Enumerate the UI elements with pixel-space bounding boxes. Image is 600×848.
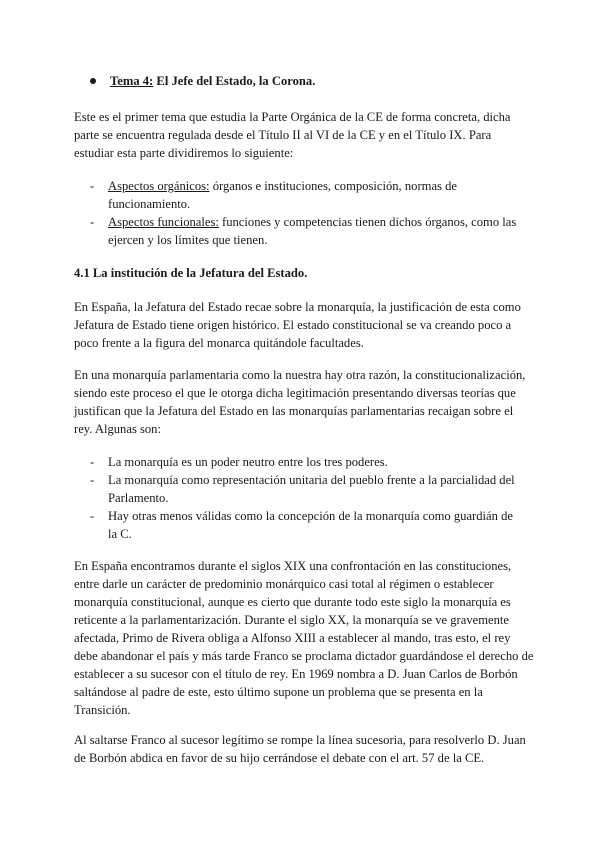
paragraph-1: En España, la Jefatura del Estado recae sobre la monarquía, la justificación de esta como Jefatura de Estado tiene origen histórico. El estado constitucional se va creando poco a poco frente a la figura del monarca quitándole facultades. bbox=[74, 300, 521, 350]
list-item bbox=[90, 507, 520, 543]
topic-label: Tema 4: bbox=[110, 74, 154, 88]
topic-text: El Jefe del Estado, la Corona. bbox=[153, 74, 316, 88]
intro-paragraph: Este es el primer tema que estudia la Parte Orgánica de la CE de forma concreta, dicha parte se encuentra regulada desde el Título II al VI de la CE y en el Título IX. Para estudiar esta parte dividiremos lo siguiente: bbox=[74, 110, 511, 160]
paragraph-2: En una monarquía parlamentaria como la nuestra hay otra razón, la constitucionalización, siendo este proceso el que le otorga dicha legitimación presentando diversas teorías que justifican que la Jefatura del Estado en las monarquías parlamentarias recaigan sobre el rey. Algunas son: bbox=[74, 368, 526, 436]
dash-icon: - bbox=[90, 509, 95, 523]
dash-icon: - bbox=[90, 455, 95, 469]
list-item bbox=[90, 453, 520, 471]
section-heading: 4.1 La institución de la Jefatura del Estado. bbox=[74, 266, 308, 280]
aspect-term: Aspectos orgánicos: bbox=[108, 179, 210, 193]
list-item bbox=[90, 213, 520, 249]
aspect-desc: órganos e instituciones, composición, normas de funcionamiento. bbox=[108, 179, 457, 211]
bullet-icon bbox=[90, 78, 96, 84]
aspects-list bbox=[90, 177, 520, 249]
theory-text: Hay otras menos válidas como la concepción de la monarquía como guardián de la C. bbox=[108, 509, 513, 541]
dash-icon: - bbox=[90, 179, 95, 193]
aspect-desc: funciones y competencias tienen dichos órganos, como las ejercen y los límites que tienen. bbox=[108, 215, 517, 247]
theory-text: La monarquía es un poder neutro entre los tres poderes. bbox=[108, 455, 388, 469]
theories-list bbox=[90, 453, 520, 543]
dash-icon: - bbox=[90, 215, 95, 229]
dash-icon: - bbox=[90, 473, 95, 487]
paragraph-3: En España encontramos durante el siglos XIX una confrontación en las constituciones, entre darle un carácter de predominio monárquico casi total al régimen o establecer monarquía constitucional, aunque es cierto que durante todo este siglo la monarquía es reticente a la parlamentarización. Durante el siglo XX, la monarquía se ve gravemente afectada, Primo de Rivera obliga a Alfonso XIII a establecer al mando, tras esto, el rey debe abandonar el país y más tarde Franco se proclama dictador guardándose el derecho de establecer a su sucesor con el título de rey. En 1969 nombra a D. Juan Carlos de Borbón saltándose al padre de este, esto último supone un problema que se presenta en la Transición. bbox=[74, 559, 534, 717]
paragraph-4: Al saltarse Franco al sucesor legítimo se rompe la línea sucesoria, para resolverlo D. Juan de Borbón abdica en favor de su hijo cerrándose el debate con el art. 57 de la CE. bbox=[74, 733, 526, 765]
theory-text: La monarquía como representación unitaria del pueblo frente a la parcialidad del Parlamento. bbox=[108, 473, 515, 505]
list-item bbox=[90, 471, 520, 507]
aspect-term: Aspectos funcionales: bbox=[108, 215, 219, 229]
list-item bbox=[90, 177, 520, 213]
topic-title bbox=[90, 72, 315, 90]
